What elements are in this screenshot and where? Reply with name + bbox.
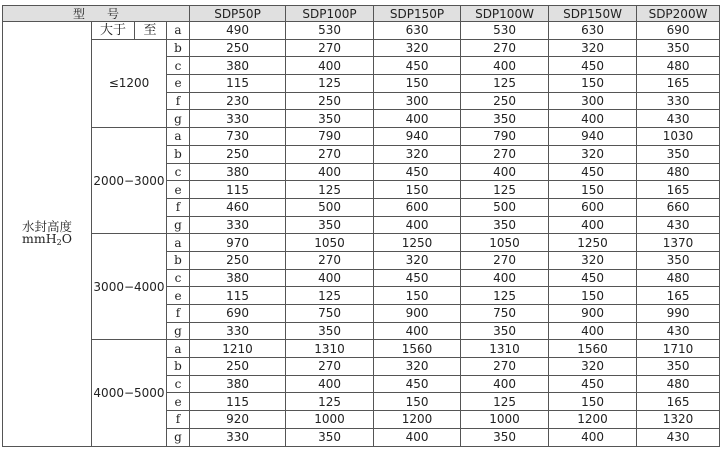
- value-cell: 270: [286, 358, 374, 376]
- parameter-unit: [3, 233, 91, 247]
- value-cell: 790: [461, 128, 549, 146]
- table-row: [3, 234, 720, 252]
- value-cell: 320: [374, 145, 461, 163]
- value-cell: 125: [461, 287, 549, 305]
- range-cell: 3000−4000: [92, 234, 167, 340]
- value-cell: 490: [190, 22, 286, 40]
- value-cell: 450: [549, 269, 637, 287]
- unit-prefix: mmH: [22, 231, 57, 246]
- value-cell: 270: [286, 145, 374, 163]
- dimension-code: f: [167, 198, 190, 216]
- value-cell: 730: [190, 128, 286, 146]
- value-cell: 450: [374, 57, 461, 75]
- range-from-label: 大于: [92, 22, 135, 39]
- value-cell: 940: [374, 128, 461, 146]
- value-cell: 125: [461, 181, 549, 199]
- value-cell: 480: [637, 57, 720, 75]
- value-cell: 430: [637, 428, 720, 446]
- value-cell: 350: [637, 145, 720, 163]
- dimension-code: b: [167, 251, 190, 269]
- value-cell: 430: [637, 110, 720, 128]
- table-row: [3, 22, 720, 40]
- value-cell: 250: [190, 145, 286, 163]
- dimension-code: a: [167, 22, 190, 40]
- value-cell: 330: [190, 216, 286, 234]
- value-cell: 330: [637, 92, 720, 110]
- parameter-label: [3, 22, 92, 447]
- value-cell: 380: [190, 375, 286, 393]
- value-cell: 150: [374, 75, 461, 93]
- value-cell: 165: [637, 181, 720, 199]
- dimension-code: b: [167, 145, 190, 163]
- value-cell: 165: [637, 75, 720, 93]
- value-cell: 350: [461, 428, 549, 446]
- value-cell: 350: [637, 358, 720, 376]
- model-header: SDP150W: [549, 6, 637, 22]
- table-body: [3, 22, 720, 447]
- dimension-code: a: [167, 340, 190, 358]
- dimension-code: g: [167, 322, 190, 340]
- dimension-code: a: [167, 128, 190, 146]
- value-cell: 1560: [374, 340, 461, 358]
- value-cell: 990: [637, 305, 720, 323]
- value-cell: 1050: [461, 234, 549, 252]
- value-cell: 125: [286, 181, 374, 199]
- value-cell: 400: [286, 375, 374, 393]
- value-cell: 1370: [637, 234, 720, 252]
- value-cell: 450: [374, 269, 461, 287]
- value-cell: 1310: [286, 340, 374, 358]
- value-cell: 750: [461, 305, 549, 323]
- value-cell: 270: [461, 145, 549, 163]
- value-cell: 1200: [549, 411, 637, 429]
- value-cell: 600: [549, 198, 637, 216]
- value-cell: 450: [549, 57, 637, 75]
- value-cell: 270: [286, 39, 374, 57]
- value-cell: 250: [190, 358, 286, 376]
- value-cell: 115: [190, 287, 286, 305]
- value-cell: 270: [461, 39, 549, 57]
- value-cell: 480: [637, 163, 720, 181]
- value-cell: 250: [190, 251, 286, 269]
- value-cell: 450: [374, 375, 461, 393]
- value-cell: 125: [461, 393, 549, 411]
- value-cell: 150: [549, 75, 637, 93]
- value-cell: 400: [461, 57, 549, 75]
- dimension-code: e: [167, 287, 190, 305]
- dimension-code: g: [167, 428, 190, 446]
- range-cell: 2000−3000: [92, 128, 167, 234]
- value-cell: 250: [461, 92, 549, 110]
- value-cell: 920: [190, 411, 286, 429]
- model-header: SDP100P: [286, 6, 374, 22]
- dimension-code: e: [167, 75, 190, 93]
- dimension-code: g: [167, 110, 190, 128]
- value-cell: 430: [637, 322, 720, 340]
- value-cell: 150: [549, 287, 637, 305]
- value-cell: 690: [637, 22, 720, 40]
- value-cell: 350: [286, 322, 374, 340]
- value-cell: 1050: [286, 234, 374, 252]
- dimension-code: a: [167, 234, 190, 252]
- table-row: [3, 128, 720, 146]
- value-cell: 500: [286, 198, 374, 216]
- value-cell: 350: [461, 322, 549, 340]
- value-cell: 400: [374, 110, 461, 128]
- value-cell: 330: [190, 110, 286, 128]
- value-cell: 400: [286, 163, 374, 181]
- value-cell: 150: [549, 181, 637, 199]
- dimension-code: e: [167, 181, 190, 199]
- value-cell: 630: [374, 22, 461, 40]
- value-cell: 165: [637, 393, 720, 411]
- dimension-code: c: [167, 269, 190, 287]
- value-cell: 125: [461, 75, 549, 93]
- value-cell: 630: [549, 22, 637, 40]
- value-cell: 350: [461, 110, 549, 128]
- value-cell: 480: [637, 375, 720, 393]
- value-cell: 350: [286, 110, 374, 128]
- value-cell: 400: [461, 163, 549, 181]
- value-cell: 380: [190, 163, 286, 181]
- value-cell: 1000: [461, 411, 549, 429]
- value-cell: 480: [637, 269, 720, 287]
- unit-subscript: 2: [56, 238, 62, 247]
- value-cell: 400: [549, 322, 637, 340]
- value-cell: 530: [286, 22, 374, 40]
- value-cell: 250: [286, 92, 374, 110]
- parameter-name: 水封高度: [21, 218, 72, 234]
- value-cell: 400: [549, 110, 637, 128]
- value-cell: 400: [549, 216, 637, 234]
- dimension-code: f: [167, 92, 190, 110]
- value-cell: 270: [461, 358, 549, 376]
- value-cell: 690: [190, 305, 286, 323]
- dimension-code: c: [167, 163, 190, 181]
- value-cell: 900: [374, 305, 461, 323]
- value-cell: 790: [286, 128, 374, 146]
- dimension-code: f: [167, 305, 190, 323]
- value-cell: 530: [461, 22, 549, 40]
- value-cell: 150: [374, 181, 461, 199]
- value-cell: 115: [190, 75, 286, 93]
- value-cell: 400: [461, 269, 549, 287]
- value-cell: 1250: [549, 234, 637, 252]
- value-cell: 450: [549, 375, 637, 393]
- model-header: SDP100W: [461, 6, 549, 22]
- value-cell: 450: [374, 163, 461, 181]
- value-cell: 750: [286, 305, 374, 323]
- dimension-code: b: [167, 358, 190, 376]
- value-cell: 450: [549, 163, 637, 181]
- value-cell: 400: [286, 269, 374, 287]
- table-row: [3, 340, 720, 358]
- value-cell: 430: [637, 216, 720, 234]
- range-cell: ≤1200: [92, 39, 167, 127]
- value-cell: 600: [374, 198, 461, 216]
- dimension-code: e: [167, 393, 190, 411]
- value-cell: 1560: [549, 340, 637, 358]
- value-cell: 660: [637, 198, 720, 216]
- value-cell: 330: [190, 428, 286, 446]
- header-row: [3, 6, 720, 22]
- value-cell: 230: [190, 92, 286, 110]
- value-cell: 900: [549, 305, 637, 323]
- model-header: SDP50P: [190, 6, 286, 22]
- spec-table: [2, 5, 720, 447]
- table-row: [3, 39, 720, 57]
- value-cell: 970: [190, 234, 286, 252]
- value-cell: 400: [374, 216, 461, 234]
- value-cell: 320: [374, 39, 461, 57]
- value-cell: 300: [549, 92, 637, 110]
- dimension-code: c: [167, 57, 190, 75]
- value-cell: 350: [637, 39, 720, 57]
- model-header: SDP150P: [374, 6, 461, 22]
- value-cell: 460: [190, 198, 286, 216]
- value-cell: 380: [190, 57, 286, 75]
- dimension-code: g: [167, 216, 190, 234]
- value-cell: 380: [190, 269, 286, 287]
- value-cell: 1250: [374, 234, 461, 252]
- value-cell: 115: [190, 393, 286, 411]
- value-cell: 500: [461, 198, 549, 216]
- value-cell: 400: [461, 375, 549, 393]
- value-cell: 150: [374, 287, 461, 305]
- value-cell: 400: [374, 428, 461, 446]
- value-cell: 400: [374, 322, 461, 340]
- value-cell: 150: [549, 393, 637, 411]
- value-cell: 400: [286, 57, 374, 75]
- value-cell: 115: [190, 181, 286, 199]
- value-cell: 350: [286, 216, 374, 234]
- dimension-code: b: [167, 39, 190, 57]
- value-cell: 350: [461, 216, 549, 234]
- value-cell: 320: [549, 358, 637, 376]
- model-header: SDP200W: [637, 6, 720, 22]
- value-cell: 1200: [374, 411, 461, 429]
- value-cell: 1320: [637, 411, 720, 429]
- value-cell: 125: [286, 75, 374, 93]
- value-cell: 320: [549, 251, 637, 269]
- value-cell: 1710: [637, 340, 720, 358]
- value-cell: 350: [286, 428, 374, 446]
- value-cell: 165: [637, 287, 720, 305]
- value-cell: 1310: [461, 340, 549, 358]
- range-cell: 4000−5000: [92, 340, 167, 446]
- value-cell: 400: [549, 428, 637, 446]
- value-cell: 320: [549, 39, 637, 57]
- value-cell: 125: [286, 393, 374, 411]
- value-cell: 320: [549, 145, 637, 163]
- dimension-code: c: [167, 375, 190, 393]
- model-header-label: 型 号: [3, 6, 190, 22]
- value-cell: 350: [637, 251, 720, 269]
- dimension-code: f: [167, 411, 190, 429]
- value-cell: 1000: [286, 411, 374, 429]
- value-cell: 150: [374, 393, 461, 411]
- value-cell: 940: [549, 128, 637, 146]
- value-cell: 320: [374, 251, 461, 269]
- unit-suffix: O: [61, 231, 72, 246]
- range-subheader: [92, 22, 167, 40]
- value-cell: 270: [461, 251, 549, 269]
- value-cell: 1030: [637, 128, 720, 146]
- value-cell: 270: [286, 251, 374, 269]
- value-cell: 330: [190, 322, 286, 340]
- value-cell: 300: [374, 92, 461, 110]
- value-cell: 1210: [190, 340, 286, 358]
- value-cell: 320: [374, 358, 461, 376]
- value-cell: 250: [190, 39, 286, 57]
- range-to-label: 至: [143, 22, 157, 38]
- value-cell: 125: [286, 287, 374, 305]
